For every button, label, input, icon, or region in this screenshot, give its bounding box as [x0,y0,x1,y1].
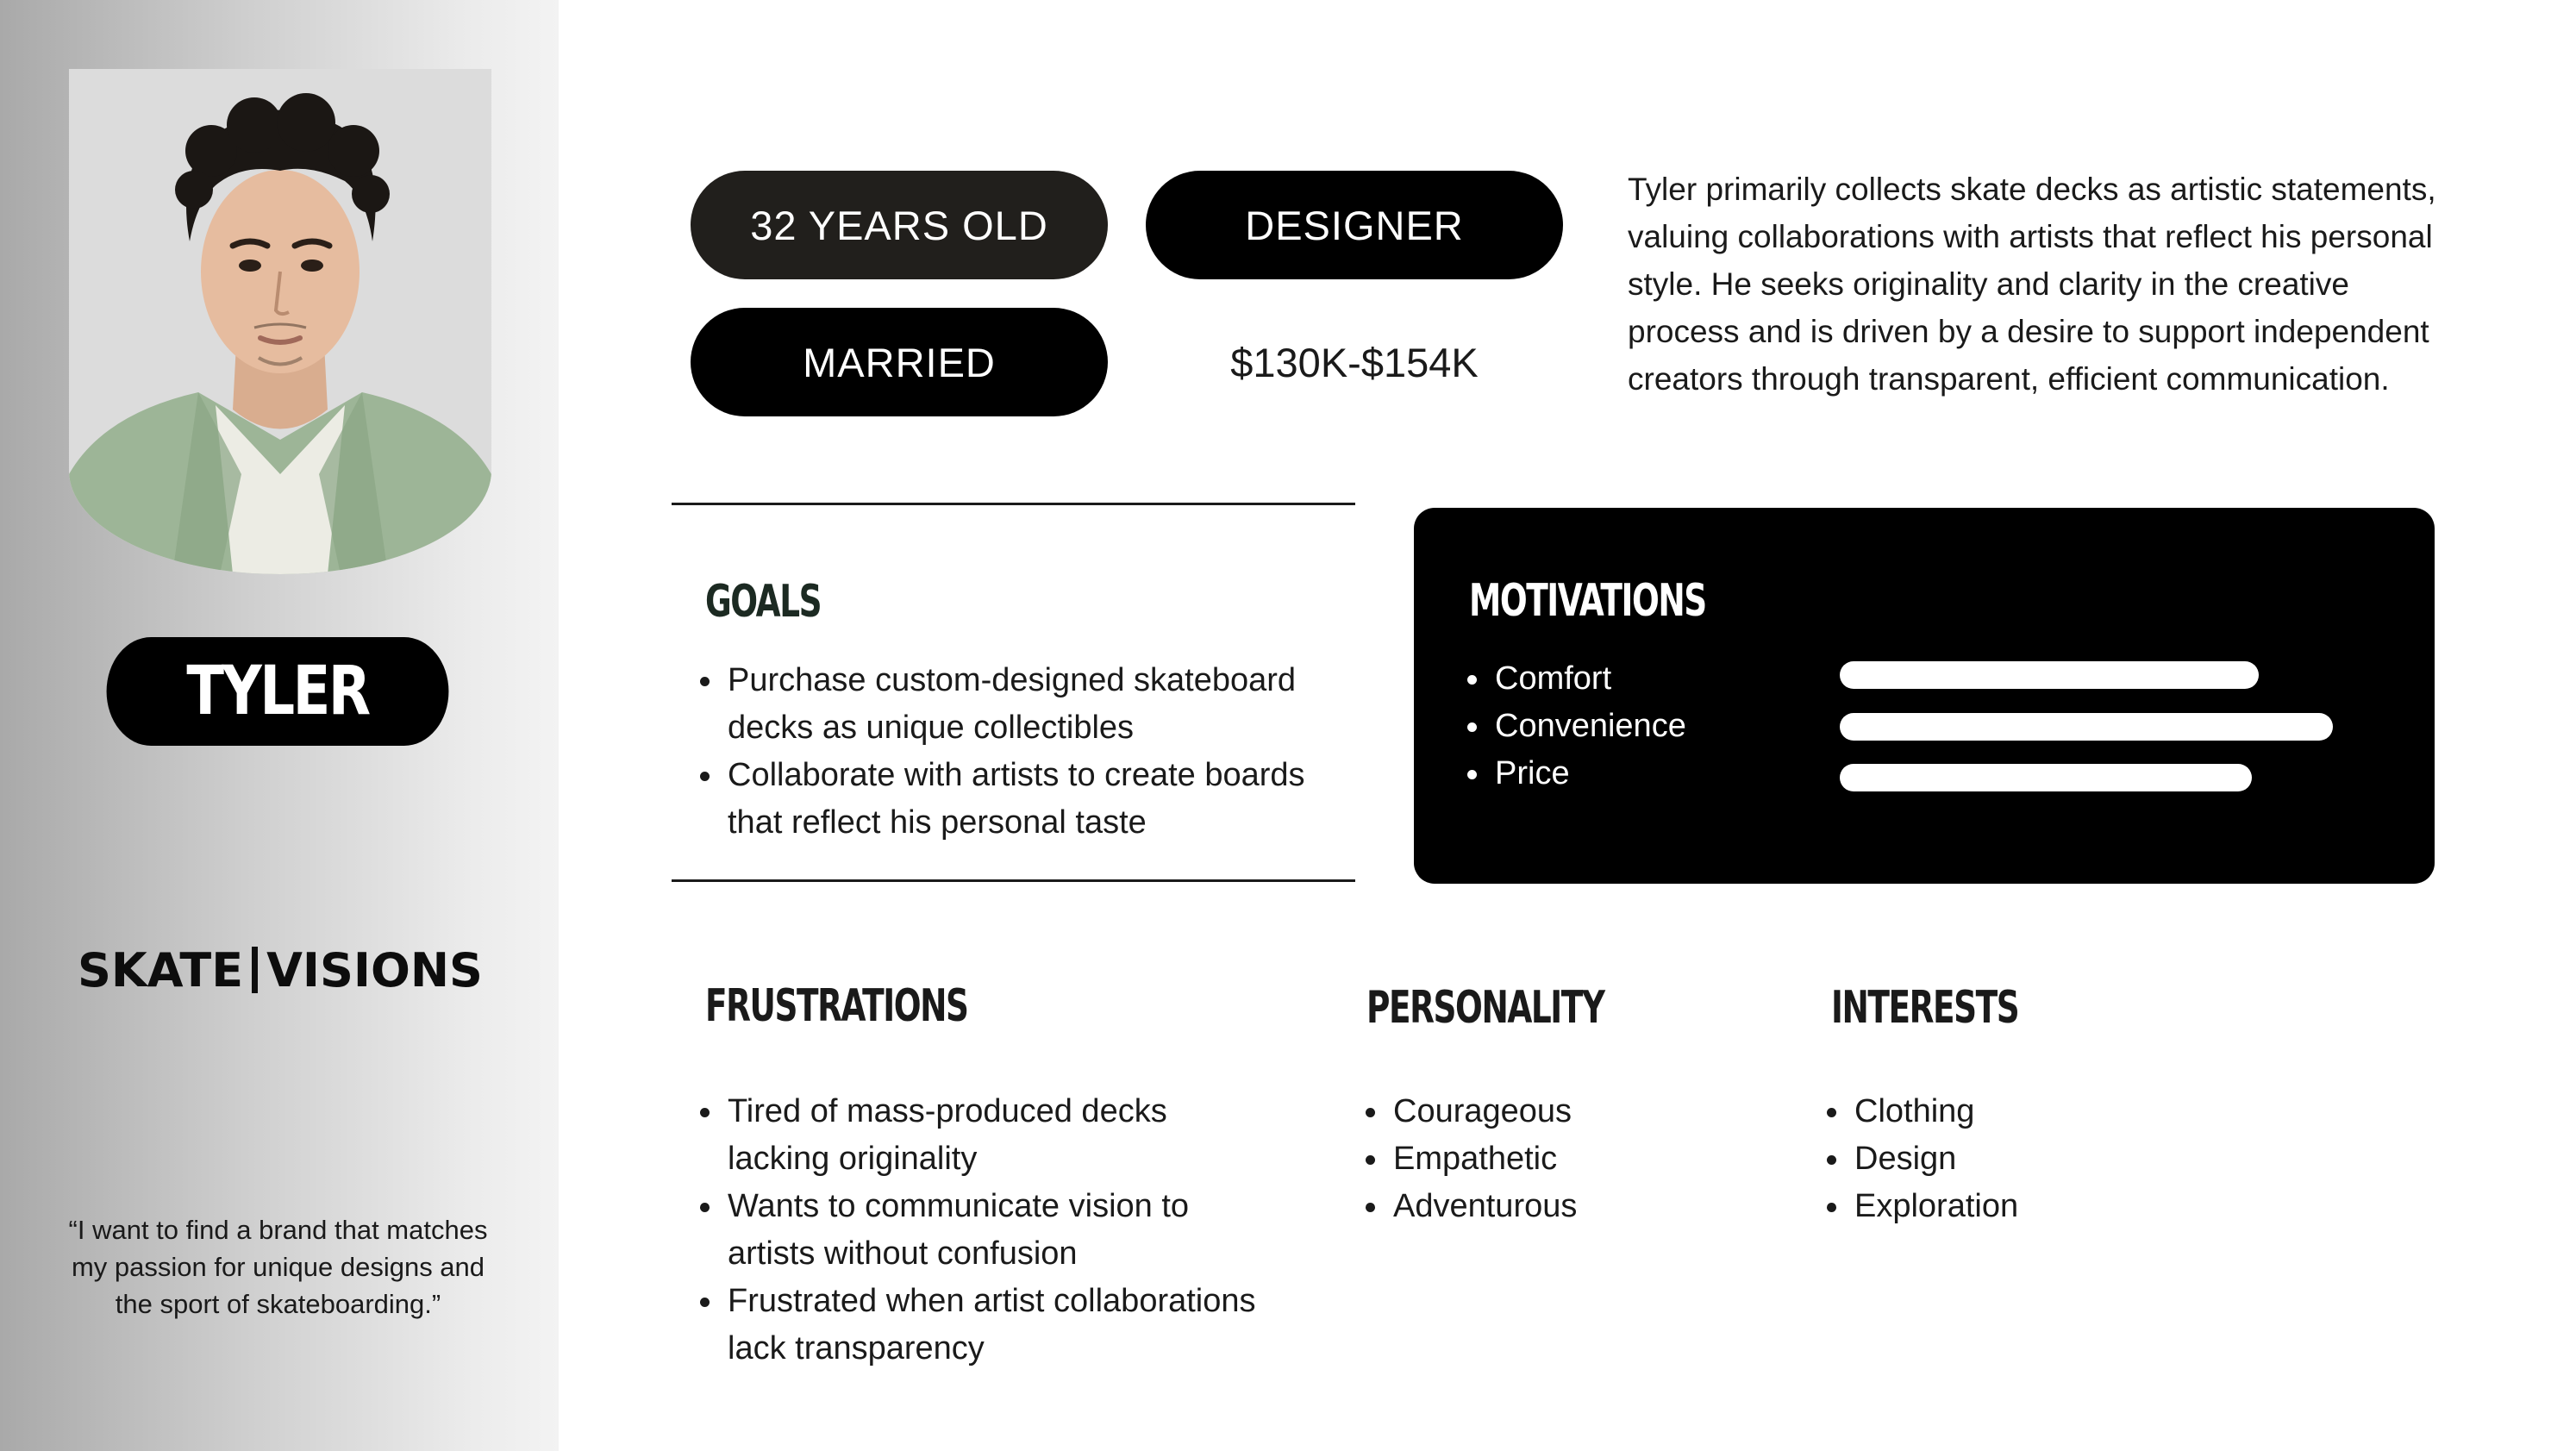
marital-status-badge: MARRIED [691,308,1108,416]
list-item: Exploration [1827,1183,2172,1230]
personality-heading: PERSONALITY [1366,982,1604,1034]
interests-heading: INTERESTS [1831,982,2019,1034]
motivations-list [1467,655,1847,797]
list-item: Courageous [1366,1088,1710,1135]
occupation-badge: DESIGNER [1146,171,1563,279]
age-badge: 32 YEARS OLD [691,171,1108,279]
list-item: Clothing [1827,1088,2172,1135]
brand-logo-right: VISIONS [266,942,483,998]
personality-list [1366,1088,1710,1230]
brand-logo-left: SKATE [78,942,244,998]
goals-list [700,657,1355,847]
list-item: Empathetic [1366,1135,1710,1183]
motivations-heading: MOTIVATIONS [1469,575,1706,627]
list-item: Purchase custom-designed skateboard decks as unique collectibles [700,657,1355,752]
motivations-panel [1414,508,2435,884]
list-item: Collaborate with artists to create boards that reflect his personal taste [700,752,1355,847]
list-item: Adventurous [1366,1183,1710,1230]
frustrations-list [700,1088,1269,1373]
list-item: Frustrated when artist collaborations lack transparency [700,1278,1269,1373]
motivation-bar-price [1840,764,2252,791]
list-item: Comfort [1467,655,1847,703]
persona-name: TYLER [107,637,449,746]
goals-bottom-divider [672,879,1355,882]
list-item: Tired of mass-produced decks lacking originality [700,1088,1269,1183]
persona-bio: Tyler primarily collects skate decks as artistic statements, valuing collaborations with artists that reflect his personal style. He seeks originality and clarity in the creative process and is driven by a desire to support independent creators through transparent, efficient communication. [1628,172,2436,397]
list-item: Convenience [1467,703,1847,750]
income-range: $130K-$154K [1230,339,1479,385]
motivation-bar-convenience [1840,713,2333,741]
persona-quote: “I want to find a brand that matches my passion for unique designs and the sport of skateboarding.” [68,1215,488,1319]
persona-photo [69,69,491,574]
list-item: Wants to communicate vision to artists without confusion [700,1183,1269,1278]
motivation-bar-comfort [1840,661,2259,689]
frustrations-heading: FRUSTRATIONS [705,980,968,1032]
list-item: Price [1467,750,1847,797]
brand-divider [252,947,258,993]
list-item: Design [1827,1135,2172,1183]
interests-list [1827,1088,2172,1230]
goals-top-divider [672,503,1355,505]
goals-heading: GOALS [705,576,822,628]
brand-logo [52,935,509,1004]
